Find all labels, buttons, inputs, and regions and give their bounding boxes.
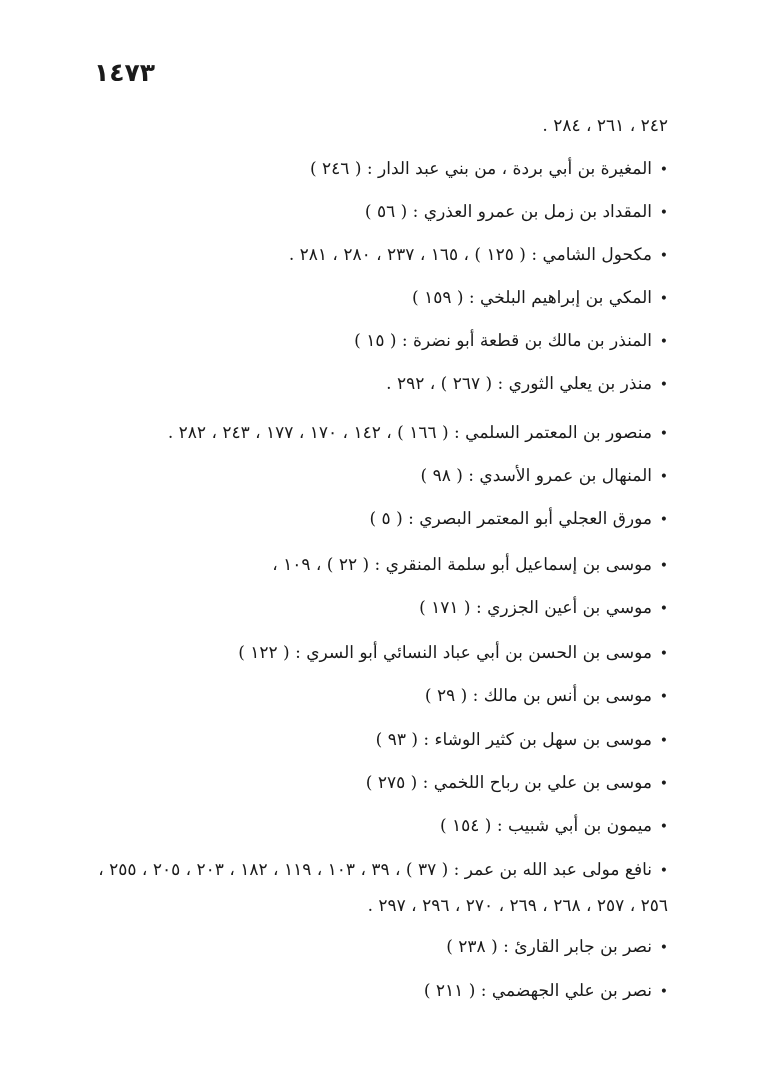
index-line-7: • منذر بن يعلي الثوري : ( ٢٦٧ ) ، ٢٩٢ .: [386, 372, 668, 396]
index-line-3: • المقداد بن زمل بن عمرو العذري : ( ٥٦ ): [365, 200, 668, 224]
index-line-17: • ميمون بن أبي شبيب : ( ١٥٤ ): [440, 814, 668, 838]
index-line-2: • المغيرة بن أبي بردة ، من بني عبد الدار : ( ٢٤٦ ): [310, 157, 668, 181]
index-line-20: • نصر بن جابر القارئ : ( ٢٣٨ ): [446, 935, 668, 959]
index-line-15: • موسى بن سهل بن كثير الوشاء : ( ٩٣ ): [376, 728, 668, 752]
index-line-19: ٢٥٦ ، ٢٥٧ ، ٢٦٨ ، ٢٦٩ ، ٢٧٠ ، ٢٩٦ ، ٢٩٧ .: [367, 896, 668, 916]
index-line-13: • موسى بن الحسن بن أبي عباد النسائي أبو السري : ( ١٢٢ ): [238, 641, 668, 665]
index-line-8: • منصور بن المعتمر السلمي : ( ١٦٦ ) ، ١٤٢ ، ١٧٠ ، ١٧٧ ، ٢٤٣ ، ٢٨٢ .: [168, 421, 668, 445]
index-line-9: • المنهال بن عمرو الأسدي : ( ٩٨ ): [421, 464, 668, 488]
index-line-12: • موسي بن أعين الجزري : ( ١٧١ ): [419, 596, 668, 620]
index-line-11: • موسى بن إسماعيل أبو سلمة المنقري : ( ٢٢ ) ، ١٠٩ ،: [272, 553, 668, 577]
index-line-4: • مكحول الشامي : ( ١٢٥ ) ، ١٦٥ ، ٢٣٧ ، ٢٨٠ ، ٢٨١ .: [289, 243, 668, 267]
index-line-21: • نصر بن علي الجهضمي : ( ٢١١ ): [424, 979, 668, 1003]
index-line-16: • موسى بن علي بن رباح اللخمي : ( ٢٧٥ ): [366, 771, 668, 795]
page-number: ١٤٧٣: [94, 58, 156, 87]
index-line-5: • المكي بن إبراهيم البلخي : ( ١٥٩ ): [412, 286, 668, 310]
index-line-1: ٢٤٢ ، ٢٦١ ، ٢٨٤ .: [542, 116, 668, 136]
index-line-10: • مورق العجلي أبو المعتمر البصري : ( ٥ ): [369, 507, 668, 531]
index-line-6: • المنذر بن مالك بن قطعة أبو نضرة : ( ١٥ ): [354, 329, 668, 353]
index-line-18: • نافع مولى عبد الله بن عمر : ( ٣٧ ) ، ٣٩ ، ١٠٣ ، ١١٩ ، ١٨٢ ، ٢٠٣ ، ٢٠٥ ، ٢٥٥ ،: [98, 858, 668, 882]
index-line-14: • موسى بن أنس بن مالك : ( ٢٩ ): [425, 684, 668, 708]
